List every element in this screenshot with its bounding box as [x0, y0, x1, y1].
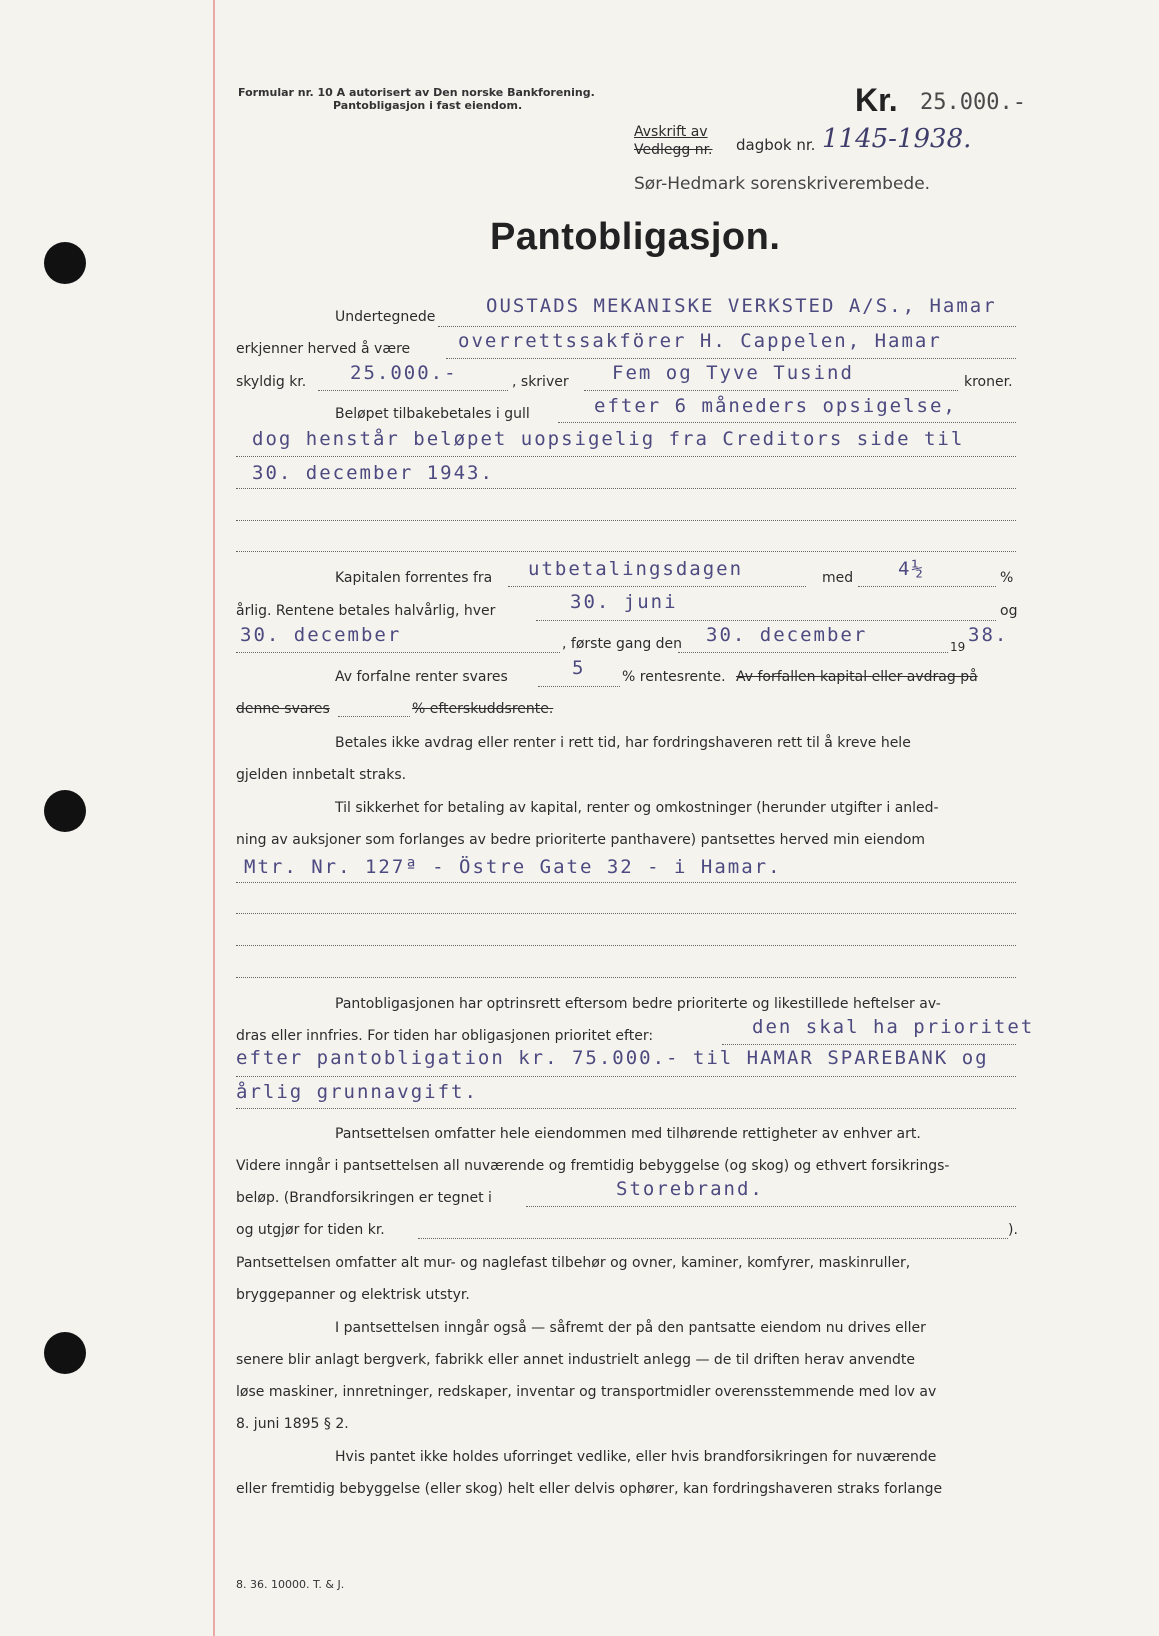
dotted-line	[236, 977, 1016, 978]
p4-line-3: beløp. (Brandforsikringen er tegnet i	[236, 1190, 492, 1206]
p2-line-1: Til sikkerhet for betaling av kapital, renter og omkostninger (herunder utgifter i anled-	[335, 800, 939, 816]
belopet-label: Beløpet tilbakebetales i gull	[335, 406, 530, 422]
erkjenner-label: erkjenner herved å være	[236, 341, 411, 357]
dotted-line	[438, 326, 1016, 327]
kroner-label: kroner.	[964, 374, 1013, 390]
punch-hole-middle	[44, 790, 86, 832]
dotted-line	[508, 586, 806, 587]
avskrift-label: Avskrift av	[634, 124, 708, 140]
p6-line-2: senere blir anlagt bergverk, fabrikk eller annet industrielt anlegg — de til driften herav anvendte	[236, 1352, 915, 1368]
punch-hole-top	[44, 242, 86, 284]
med-label: med	[822, 570, 854, 586]
struck-clause-2: denne svares	[236, 701, 330, 717]
arlig-label: årlig. Rentene betales halvårlig, hver	[236, 603, 496, 619]
vedlegg-struck: Vedlegg nr.	[634, 142, 713, 158]
dotted-line	[236, 456, 1016, 457]
skyldig-label: skyldig kr.	[236, 374, 307, 390]
year-prefix: 19	[950, 640, 966, 654]
dotted-line	[236, 1076, 1016, 1077]
p3-line-2: dras eller innfries. For tiden har obligasjonen prioritet efter:	[236, 1028, 654, 1044]
p6-line-1: I pantsettelsen inngår også — såfremt der på den pantsatte eiendom nu drives eller	[335, 1320, 926, 1336]
skyldig-value: 25.000.-	[350, 362, 458, 384]
p6-line-3: løse maskiner, innretninger, redskaper, inventar og transportmidler overensstemmende med lov av	[236, 1384, 937, 1400]
skriver-label: , skriver	[512, 374, 569, 390]
dotted-line	[858, 586, 996, 587]
dotted-line	[318, 390, 508, 391]
dotted-line	[236, 882, 1016, 883]
rate-value: 4½	[898, 558, 925, 580]
dotted-line	[236, 652, 560, 653]
second-date-value: 30. december	[240, 624, 402, 646]
rentesrente-label: % rentesrente.	[622, 669, 726, 685]
forfalne-label: Av forfalne renter svares	[335, 669, 508, 685]
p7-line-2: eller fremtidig bebyggelse (eller skog) helt eller delvis ophører, kan fordringshaveren straks forlange	[236, 1481, 943, 1497]
p4-line-1: Pantsettelsen omfatter hele eiendommen med tilhørende rettigheter av enhver art.	[335, 1126, 921, 1142]
dotted-line	[558, 422, 1016, 423]
forste-value: 30. december	[706, 624, 868, 646]
dotted-line	[722, 1044, 1016, 1045]
prioritet-value-3: årlig grunnavgift.	[236, 1081, 478, 1103]
document-title: Pantobligasjon.	[490, 216, 781, 258]
court-office: Sør-Hedmark sorenskriverembede.	[634, 174, 931, 194]
p6-line-4: 8. juni 1895 § 2.	[236, 1416, 349, 1432]
formular-line-1: Formular nr. 10 A autorisert av Den norske Bankforening.	[238, 86, 595, 99]
dotted-line	[338, 716, 410, 717]
p1-line-1: Betales ikke avdrag eller renter i rett tid, har fordringshaveren rett til å kreve hele	[335, 735, 911, 751]
undertegnede-value: OUSTADS MEKANISKE VERKSTED A/S., Hamar	[486, 295, 997, 317]
undertegnede-label: Undertegnede	[335, 309, 436, 325]
printer-mark: 8. 36. 10000. T. & J.	[236, 1578, 345, 1591]
skriver-value: Fem og Tyve Tusind	[612, 362, 854, 384]
p4-line-4-end: ).	[1008, 1222, 1018, 1238]
page-margin-rule	[213, 0, 215, 1636]
dotted-line	[236, 913, 1016, 914]
p3-line-1: Pantobligasjonen har optrinsrett eftersom bedre prioriterte og likestillede heftelser av-	[335, 996, 941, 1012]
dotted-line	[236, 551, 1016, 552]
erkjenner-value: overrettssakförer H. Cappelen, Hamar	[458, 330, 942, 352]
dotted-line	[236, 520, 1016, 521]
dotted-line	[536, 620, 996, 621]
amount-label: Kr.	[855, 82, 898, 118]
prioritet-value-1: den skal ha prioritet	[752, 1016, 1035, 1038]
p1-line-2: gjelden innbetalt straks.	[236, 767, 407, 783]
dotted-line	[236, 945, 1016, 946]
p4-line-4: og utgjør for tiden kr.	[236, 1222, 385, 1238]
dotted-line	[538, 686, 620, 687]
repayment-line-3: 30. december 1943.	[252, 462, 494, 484]
dotted-line	[678, 652, 948, 653]
forfalne-value: 5	[572, 657, 586, 679]
dotted-line	[418, 1238, 1008, 1239]
formular-line-2: Pantobligasjon i fast eiendom.	[333, 99, 523, 112]
p7-line-1: Hvis pantet ikke holdes uforringet vedlike, eller hvis brandforsikringen for nuværende	[335, 1449, 937, 1465]
dotted-line	[526, 1206, 1016, 1207]
belopet-value: efter 6 måneders opsigelse,	[594, 395, 957, 417]
prioritet-value-2: efter pantobligation kr. 75.000.- til HAMAR SPAREBANK og	[236, 1047, 989, 1069]
kapitalen-value: utbetalingsdagen	[528, 558, 744, 580]
repayment-line-2: dog henstår beløpet uopsigelig fra Creditors side til	[252, 428, 965, 450]
punch-hole-bottom	[44, 1332, 86, 1374]
dagbok-number: 1145-1938.	[822, 124, 972, 154]
forste-label: , første gang den	[562, 636, 683, 652]
percent-sign: %	[1000, 570, 1014, 586]
og-label: og	[1000, 603, 1018, 619]
property-value: Mtr. Nr. 127ª - Östre Gate 32 - i Hamar.	[244, 856, 782, 878]
dotted-line	[446, 358, 1016, 359]
insurer-value: Storebrand.	[616, 1178, 764, 1200]
year-value: 38.	[968, 624, 1009, 646]
struck-clause-3: % efterskuddsrente.	[412, 701, 554, 717]
p5-line-1: Pantsettelsen omfatter alt mur- og naglefast tilbehør og ovner, kaminer, komfyrer, maskinruller,	[236, 1255, 911, 1271]
dagbok-label: dagbok nr.	[736, 136, 816, 154]
kapitalen-label: Kapitalen forrentes fra	[335, 570, 493, 586]
dotted-line	[236, 488, 1016, 489]
arlig-value: 30. juni	[570, 591, 678, 613]
dotted-line	[236, 1108, 1016, 1109]
struck-clause-1: Av forfallen kapital eller avdrag på	[736, 669, 978, 685]
p5-line-2: bryggepanner og elektrisk utstyr.	[236, 1287, 470, 1303]
p2-line-2: ning av auksjoner som forlanges av bedre prioriterte panthavere) pantsettes herved min eiendom	[236, 832, 926, 848]
amount-value: 25.000.-	[920, 90, 1026, 115]
dotted-line	[584, 390, 958, 391]
p4-line-2: Videre inngår i pantsettelsen all nuværende og fremtidig bebyggelse (og skog) og ethvert forsikrings-	[236, 1158, 950, 1174]
